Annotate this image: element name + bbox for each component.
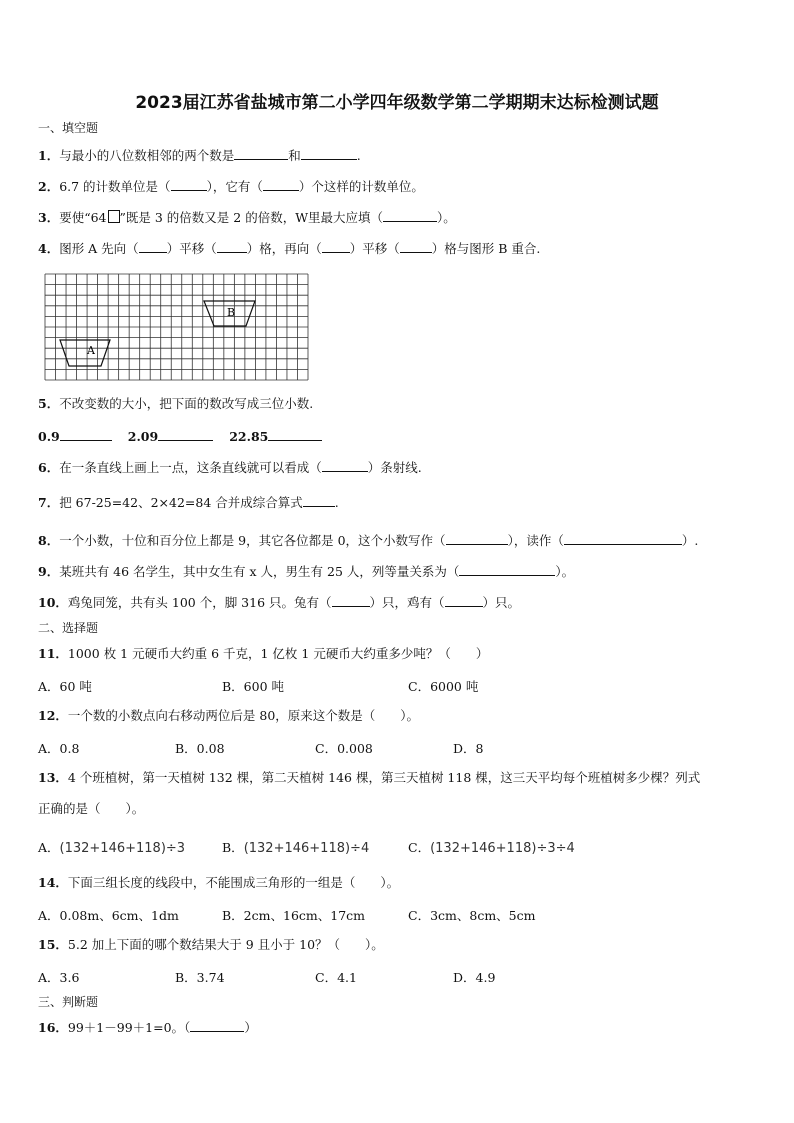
question-number: 1． xyxy=(38,148,60,163)
shape-a xyxy=(60,340,110,366)
question-number: 16． xyxy=(38,1020,68,1035)
question-text: 要使“64 xyxy=(59,210,107,225)
section-heading-true-false: 三、判断题 xyxy=(38,995,99,1009)
expression: (132+146+118)÷3 xyxy=(59,841,186,856)
question-text: 把 67-25=42、2×42=84 合并成综合算式 xyxy=(59,495,303,510)
option-letter: A． xyxy=(38,840,60,855)
answer-blank[interactable] xyxy=(400,240,432,253)
answer-blank[interactable] xyxy=(445,594,483,607)
question-number: 5． xyxy=(38,396,60,411)
question-text: ）条射线. xyxy=(367,460,422,475)
question-text: . xyxy=(334,495,339,510)
option-a[interactable]: A．60 吨 xyxy=(38,679,92,694)
question-text: ）格与图形 B 重合. xyxy=(431,241,541,256)
question-13-continued: 正确的是（ ）。 xyxy=(38,801,145,816)
question-14 xyxy=(38,875,399,891)
question-8 xyxy=(38,532,698,549)
answer-blank[interactable] xyxy=(303,494,335,507)
question-text: 和 xyxy=(288,148,301,163)
question-text: ）只。 xyxy=(482,595,521,610)
question-text: 一个数的小数点向右移动两位后是 80，原来这个数是（ ）。 xyxy=(67,708,420,723)
question-text: 一个小数，十位和百分位上都是 9，其它各位都是 0，这个小数写作（ xyxy=(59,533,446,548)
question-number: 3． xyxy=(38,210,60,225)
question-number: 7． xyxy=(38,495,60,510)
question-text: 某班共有 46 名学生，其中女生有 x 人，男生有 25 人，列等量关系为（ xyxy=(59,564,460,579)
question-text: ）. xyxy=(681,533,699,548)
answer-blank[interactable] xyxy=(322,459,368,472)
answer-blank[interactable] xyxy=(139,240,167,253)
digit-box xyxy=(108,210,120,223)
option-b[interactable]: B．3.74 xyxy=(175,970,225,985)
question-text: 1000 枚 1 元硬币大约重 6 千克，1 亿枚 1 元硬币大约重多少吨？（ ） xyxy=(67,646,489,661)
option-d[interactable]: D．4.9 xyxy=(453,970,496,985)
option-c[interactable]: C．3cm、8cm、5cm xyxy=(408,908,536,923)
question-number: 13． xyxy=(38,770,68,785)
question-6 xyxy=(38,459,422,476)
question-text: 4 个班植树，第一天植树 132 棵，第二天植树 146 棵，第三天植树 118 棵，这三天平均每个班植树多少棵？列式 xyxy=(67,770,701,785)
option-letter: C． xyxy=(408,840,431,855)
answer-blank[interactable] xyxy=(158,428,213,441)
question-text: 不改变数的大小，把下面的数改写成三位小数. xyxy=(59,396,314,411)
question-text: ）。 xyxy=(437,210,456,225)
question-text: ）只，鸡有（ xyxy=(369,595,445,610)
answer-blank[interactable] xyxy=(234,147,288,160)
question-number: 15． xyxy=(38,937,68,952)
question-text: ）个这样的计数单位。 xyxy=(298,179,424,194)
option-c[interactable]: C．0.008 xyxy=(315,741,373,756)
answer-blank[interactable] xyxy=(332,594,370,607)
question-4 xyxy=(38,240,540,257)
question-number: 12． xyxy=(38,708,68,723)
question-number: 9． xyxy=(38,564,60,579)
question-number: 8． xyxy=(38,533,60,548)
question-text: 鸡兔同笼，共有头 100 个，脚 316 只。兔有（ xyxy=(67,595,332,610)
question-text: ）平移（ xyxy=(349,241,400,256)
option-d[interactable]: D．8 xyxy=(453,741,484,756)
question-text: ”既是 3 的倍数又是 2 的倍数，W里最大应填（ xyxy=(119,210,384,225)
answer-blank[interactable] xyxy=(459,563,555,576)
shape-b-label: B xyxy=(226,306,236,319)
question-15 xyxy=(38,937,384,953)
answer-blank[interactable] xyxy=(60,428,112,441)
option-a[interactable]: A．3.6 xyxy=(38,970,80,985)
question-text: 6.7 的计数单位是（ xyxy=(59,179,171,194)
answer-blank[interactable] xyxy=(446,532,508,545)
question-number: 10． xyxy=(38,595,68,610)
question-number: 6． xyxy=(38,460,60,475)
question-text: 5.2 加上下面的哪个数结果大于 9 且小于 10？（ ）。 xyxy=(67,937,384,952)
expression: (132+146+118)÷4 xyxy=(243,841,370,856)
question-text: 在一条直线上画上一点，这条直线就可以看成（ xyxy=(59,460,322,475)
translation-grid xyxy=(44,273,309,381)
expression: (132+146+118)÷3÷4 xyxy=(430,841,575,856)
option-b[interactable] xyxy=(222,838,369,856)
answer-blank[interactable] xyxy=(263,178,299,191)
answer-blank[interactable] xyxy=(564,532,682,545)
question-text: 下面三组长度的线段中，不能围成三角形的一组是（ ）。 xyxy=(67,875,400,890)
question-7 xyxy=(38,494,339,511)
answer-blank[interactable] xyxy=(217,240,247,253)
question-text: ）格，再向（ xyxy=(246,241,322,256)
question-text: 与最小的八位数相邻的两个数是 xyxy=(59,148,235,163)
option-a[interactable]: A．0.08m、6cm、1dm xyxy=(38,908,179,923)
question-5 xyxy=(38,396,313,412)
question-number: 14． xyxy=(38,875,68,890)
option-c[interactable]: C．6000 吨 xyxy=(408,679,479,694)
option-c[interactable]: C．4.1 xyxy=(315,970,357,985)
section-heading-fill-in: 一、填空题 xyxy=(38,121,99,135)
question-text: ）。 xyxy=(555,564,575,579)
question-5-values xyxy=(38,428,322,445)
option-b[interactable]: B．600 吨 xyxy=(222,679,285,694)
question-13 xyxy=(38,770,700,786)
question-text: ），它有（ xyxy=(206,179,263,194)
question-text: 99＋1－99＋1=0。（ xyxy=(67,1020,191,1035)
section-heading-multiple-choice: 二、选择题 xyxy=(38,621,99,635)
question-text: ） xyxy=(244,1020,257,1035)
question-16 xyxy=(38,1019,257,1036)
answer-blank[interactable] xyxy=(171,178,207,191)
page-title: 2023届江苏省盐城市第二小学四年级数学第二学期期末达标检测试题 xyxy=(135,93,659,113)
decimal-value: 0.9 xyxy=(38,429,60,444)
question-number: 2． xyxy=(38,179,60,194)
answer-blank[interactable] xyxy=(383,209,437,222)
question-number: 4． xyxy=(38,241,60,256)
option-letter: B． xyxy=(222,840,244,855)
question-text: 图形 A 先向（ xyxy=(59,241,139,256)
question-11 xyxy=(38,646,488,662)
question-3 xyxy=(38,209,456,226)
question-12 xyxy=(38,708,419,724)
question-9 xyxy=(38,563,574,580)
question-10 xyxy=(38,594,520,611)
option-c[interactable] xyxy=(408,838,575,856)
option-a[interactable]: A．0.8 xyxy=(38,741,80,756)
answer-blank[interactable] xyxy=(190,1019,244,1032)
question-number: 11． xyxy=(38,646,68,661)
question-text: ）平移（ xyxy=(166,241,217,256)
question-2 xyxy=(38,178,424,195)
option-b[interactable]: B．2cm、16cm、17cm xyxy=(222,908,366,923)
answer-blank[interactable] xyxy=(301,147,357,160)
question-text: . xyxy=(356,148,361,163)
decimal-value: 22.85 xyxy=(229,429,269,444)
shape-a-label: A xyxy=(87,344,95,357)
option-a[interactable] xyxy=(38,838,185,856)
question-1 xyxy=(38,147,361,164)
option-b[interactable]: B．0.08 xyxy=(175,741,225,756)
question-text: ），读作（ xyxy=(507,533,564,548)
decimal-value: 2.09 xyxy=(127,429,159,444)
answer-blank[interactable] xyxy=(322,240,350,253)
answer-blank[interactable] xyxy=(268,428,322,441)
